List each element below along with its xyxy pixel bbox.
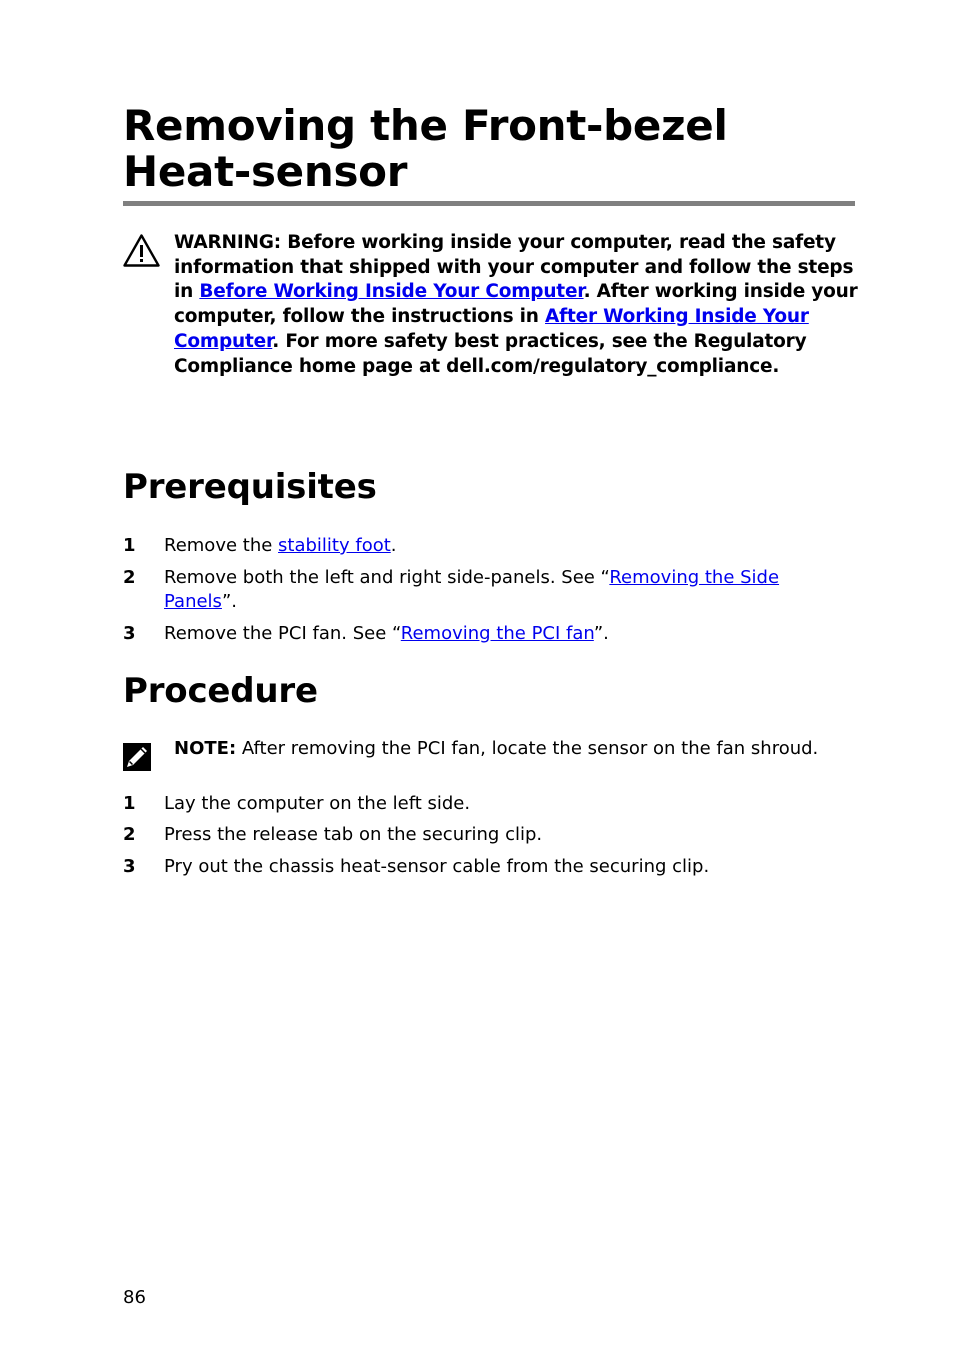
after-working-link[interactable]: After Working Inside Your Computer — [174, 306, 809, 352]
step-text-before: Remove both the left and right side-panels. See “ — [164, 567, 610, 588]
note-text — [174, 737, 864, 761]
removing-pci-fan-link[interactable]: Removing the PCI fan — [400, 623, 594, 644]
step-text-before: Remove the — [164, 535, 279, 556]
prerequisite-step — [123, 534, 823, 558]
title-divider — [123, 201, 855, 206]
step-text — [164, 566, 794, 614]
step-text — [164, 622, 804, 646]
before-working-link[interactable]: Before Working Inside Your Computer — [199, 281, 584, 303]
step-text-before: Remove the PCI fan. See “ — [164, 623, 401, 644]
note-label: NOTE: — [174, 738, 237, 759]
step-number: 1 — [123, 793, 136, 814]
stability-foot-link[interactable]: stability foot — [278, 535, 391, 556]
removing-side-panels-link[interactable]: Removing the Side Panels — [164, 567, 780, 612]
prerequisite-step — [123, 622, 823, 646]
step-text: Press the release tab on the securing clip. — [164, 824, 543, 845]
step-number: 2 — [123, 824, 136, 845]
procedure-heading: Procedure — [123, 671, 318, 711]
warning-triangle-icon — [122, 233, 161, 268]
note-body: After removing the PCI fan, locate the sensor on the fan shroud. — [236, 738, 819, 759]
step-text-after: ”. — [593, 623, 609, 644]
step-text: Lay the computer on the left side. — [164, 793, 471, 814]
procedure-step — [123, 855, 823, 879]
prerequisites-heading: Prerequisites — [123, 467, 377, 507]
step-text-after: ”. — [221, 591, 237, 612]
warning-text-part2: . After working inside your computer, follow the instructions in — [174, 281, 858, 328]
page-number: 86 — [123, 1287, 146, 1308]
warning-text-part3: . For more safety best practices, see the Regulatory Compliance home page at dell.com/regulatory_compliance. — [174, 330, 807, 377]
step-number: 3 — [123, 856, 136, 877]
page-title — [123, 103, 855, 195]
note-pencil-icon — [122, 742, 152, 772]
procedure-step — [123, 823, 823, 847]
procedure-step — [123, 792, 823, 816]
page-title-line1: Removing the Front-bezel — [123, 101, 728, 150]
step-number: 1 — [123, 535, 136, 556]
step-text: Pry out the chassis heat-sensor cable from the securing clip. — [164, 856, 710, 877]
prerequisite-step — [123, 566, 823, 614]
warning-text — [174, 231, 864, 379]
warning-text-part1: WARNING: Before working inside your computer, read the safety information that shipped with your computer and follow the steps in — [174, 232, 854, 303]
step-number: 3 — [123, 623, 136, 644]
step-number: 2 — [123, 567, 136, 588]
page-title-line2: Heat-sensor — [123, 147, 408, 196]
step-text-after: . — [390, 535, 397, 556]
step-text — [164, 534, 804, 558]
